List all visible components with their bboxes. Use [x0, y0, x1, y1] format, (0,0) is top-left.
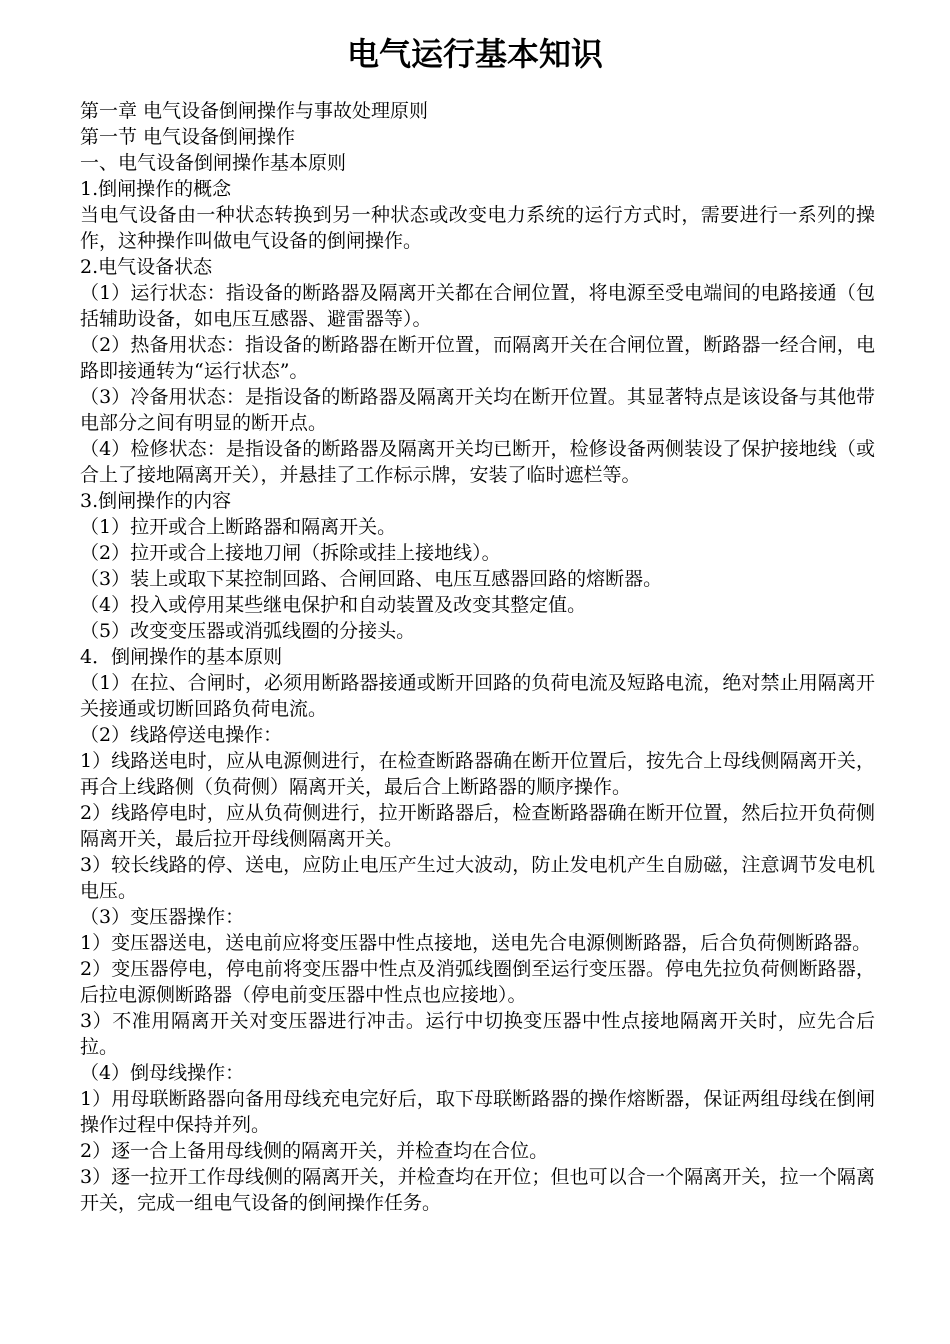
paragraph: 3）逐一拉开工作母线侧的隔离开关，并检查均在开位；但也可以合一个隔离开关，拉一个隔离开关，完成一组电气设备的倒闸操作任务。 [80, 1166, 875, 1214]
paragraph: （2）热备用状态：指设备的断路器在断开位置，而隔离开关在合闸位置，断路器一经合闸，电路即接通转为“运行状态”。 [80, 334, 875, 382]
item-heading: 1.倒闸操作的概念 [80, 178, 232, 200]
document-body [80, 98, 875, 1216]
paragraph: 2）逐一合上备用母线侧的隔离开关，并检查均在合位。 [80, 1140, 549, 1162]
paragraph: 当电气设备由一种状态转换到另一种状态或改变电力系统的运行方式时，需要进行一系列的操作，这种操作叫做电气设备的倒闸操作。 [80, 204, 875, 252]
item-heading: 4．倒闸操作的基本原则 [80, 646, 283, 668]
paragraph: 2）线路停电时，应从负荷侧进行，拉开断路器后，检查断路器确在断开位置，然后拉开负荷侧隔离开关，最后拉开母线侧隔离开关。 [80, 802, 875, 850]
item-heading: 3.倒闸操作的内容 [80, 490, 232, 512]
chapter-heading: 第一章 电气设备倒闸操作与事故处理原则 [80, 100, 429, 122]
paragraph: （3）装上或取下某控制回路、合闸回路、电压互感器回路的熔断器。 [80, 568, 663, 590]
paragraph: （1）在拉、合闸时，必须用断路器接通或断开回路的负荷电流及短路电流，绝对禁止用隔离开关接通或切断回路负荷电流。 [80, 672, 875, 720]
subsection-heading: 一、电气设备倒闸操作基本原则 [80, 152, 347, 174]
item-heading: 2.电气设备状态 [80, 256, 213, 278]
paragraph: （2）线路停送电操作： [80, 724, 283, 746]
paragraph: 2）变压器停电，停电前将变压器中性点及消弧线圈倒至运行变压器。停电先拉负荷侧断路器，后拉电源侧断路器（停电前变压器中性点也应接地）。 [80, 958, 875, 1006]
paragraph: （1）拉开或合上断路器和隔离开关。 [80, 516, 397, 538]
paragraph: 3）较长线路的停、送电，应防止电压产生过大波动，防止发电机产生自励磁，注意调节发电机电压。 [80, 854, 875, 902]
paragraph: （4）投入或停用某些继电保护和自动装置及改变其整定值。 [80, 594, 587, 616]
paragraph: 1）变压器送电，送电前应将变压器中性点接地，送电先合电源侧断路器，后合负荷侧断路器。 [80, 932, 872, 954]
paragraph: （1）运行状态：指设备的断路器及隔离开关都在合闸位置，将电源至受电端间的电路接通（包括辅助设备，如电压互感器、避雷器等）。 [80, 282, 875, 330]
paragraph: （3）变压器操作： [80, 906, 245, 928]
document-title: 电气运行基本知识 [346, 35, 603, 73]
paragraph: 3）不准用隔离开关对变压器进行冲击。运行中切换变压器中性点接地隔离开关时，应先合后拉。 [80, 1010, 875, 1058]
paragraph: 1）线路送电时，应从电源侧进行，在检查断路器确在断开位置后，按先合上母线侧隔离开关，再合上线路侧（负荷侧）隔离开关，最后合上断路器的顺序操作。 [80, 750, 875, 798]
paragraph: （2）拉开或合上接地刀闸（拆除或挂上接地线）。 [80, 542, 501, 564]
section-heading: 第一节 电气设备倒闸操作 [80, 126, 296, 148]
paragraph: （4）倒母线操作： [80, 1062, 245, 1084]
paragraph: （3）冷备用状态：是指设备的断路器及隔离开关均在断开位置。其显著特点是该设备与其他带电部分之间有明显的断开点。 [80, 386, 875, 434]
paragraph: 1）用母联断路器向备用母线充电完好后，取下母联断路器的操作熔断器，保证两组母线在倒闸操作过程中保持并列。 [80, 1088, 875, 1136]
paragraph: （4）检修状态：是指设备的断路器及隔离开关均已断开，检修设备两侧装设了保护接地线（或合上了接地隔离开关），并悬挂了工作标示牌，安装了临时遮栏等。 [80, 438, 875, 486]
paragraph: （5）改变变压器或消弧线圈的分接头。 [80, 620, 416, 642]
